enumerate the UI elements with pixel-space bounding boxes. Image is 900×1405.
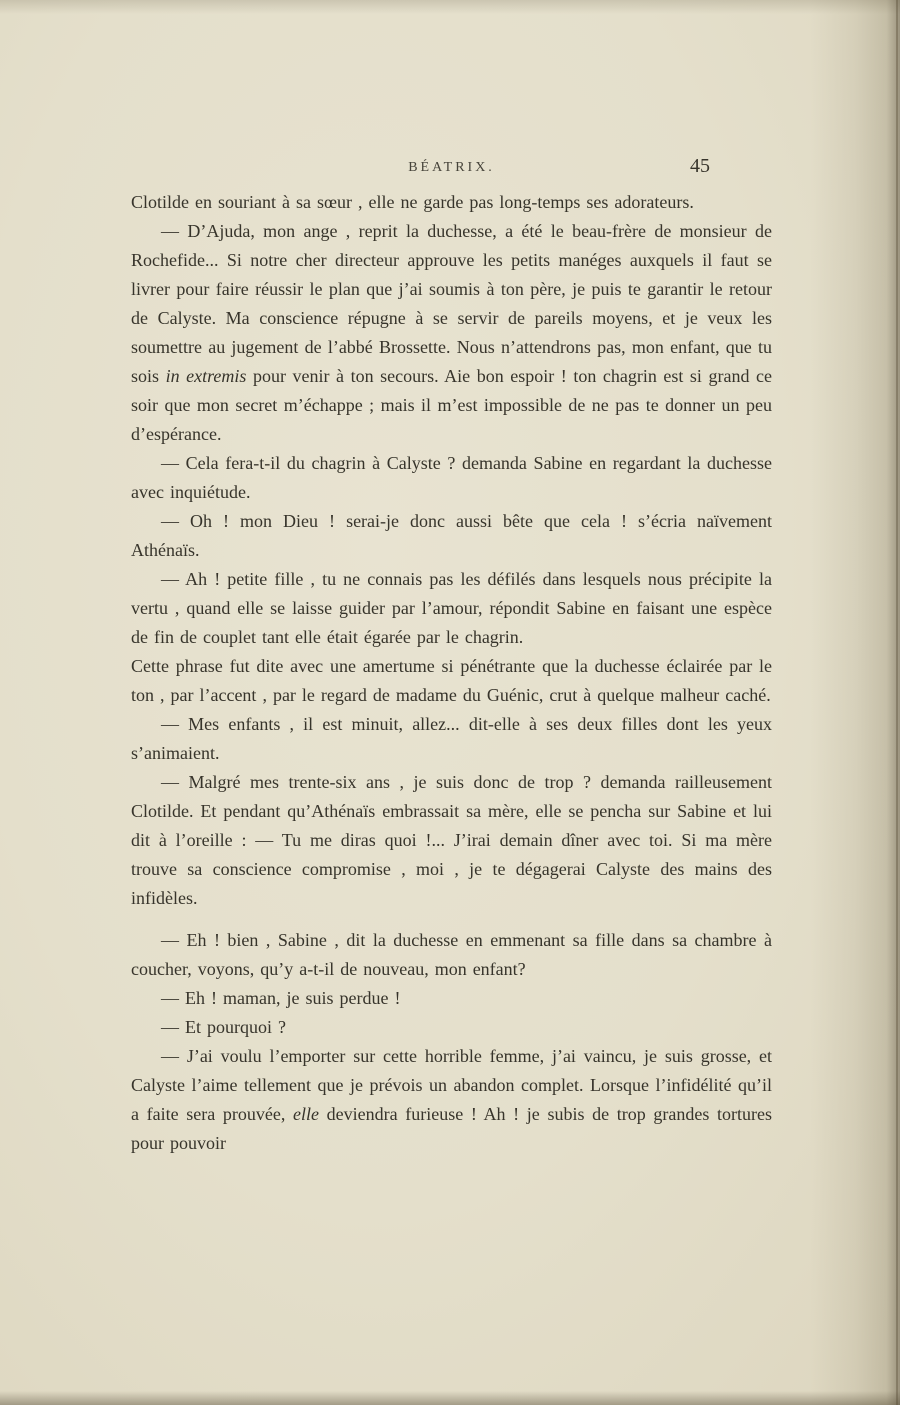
paragraph: — Malgré mes trente-six ans , je suis donc de trop ? demanda railleusement Clotilde. Et pendant qu’Athénaïs embrassait sa mère, elle se pencha sur Sabine et lui dit à l’oreille : — Tu me diras quoi !... J’irai demain dîner avec toi. Si ma mère trouve sa conscience compromise , moi , je te dégagerai Calyste des mains des infidèles.: [131, 772, 772, 908]
paragraph: — Oh ! mon Dieu ! serai-je donc aussi bête que cela ! s’écria naïvement Athénaïs.: [131, 511, 772, 560]
paragraph: — D’Ajuda, mon ange , reprit la duchesse, a été le beau-frère de monsieur de Rochefide... Si notre cher directeur approuve les petits manéges auxquels il faut se livrer pour faire réussir le plan que j’ai soumis à ton père, je puis te garantir le retour de Calyste. Ma conscience répugne à se servir de pareils moyens, et je veux les soumettre au jugement de l’abbé Brossette. Nous n’attendrons pas, mon enfant, que tu sois in extremis pour venir à ton secours. Aie bon espoir ! ton chagrin est si grand ce soir que mon secret m’échappe ; mais il m’est impossible de ne pas te donner un peu d’espérance.: [131, 221, 772, 444]
page-body: [131, 188, 772, 1158]
paragraph: — Eh ! maman, je suis perdue !: [161, 988, 401, 1008]
paragraph: — Ah ! petite fille , tu ne connais pas les défilés dans lesquels nous précipite la vertu , quand elle se laisse guider par l’amour, répondit Sabine en faisant une espèce de fin de couplet tant elle était égarée par le chagrin.: [131, 569, 772, 647]
text-block: [131, 155, 772, 1158]
page-edge-shadow: [896, 0, 898, 1405]
paragraph: — Cela fera-t-il du chagrin à Calyste ? demanda Sabine en regardant la duchesse avec inquiétude.: [131, 453, 772, 502]
paragraph: Cette phrase fut dite avec une amertume si pénétrante que la duchesse éclairée par le ton , par l’accent , par le regard de madame du Guénic, crut à quelque malheur caché.: [131, 656, 772, 705]
page-header: [131, 155, 772, 188]
running-title: BÉATRIX.: [408, 160, 495, 175]
page-number: 45: [690, 155, 710, 177]
paragraph: — Et pourquoi ?: [161, 1017, 286, 1037]
paragraph: — J’ai voulu l’emporter sur cette horrible femme, j’ai vaincu, je suis grosse, et Calyste l’aime tellement que je prévois un abandon complet. Lorsque l’infidélité qu’il a faite sera prouvée, elle deviendra furieuse ! Ah ! je subis de trop grandes tortures pour pouvoir: [131, 1046, 772, 1153]
paragraph: Clotilde en souriant à sa sœur , elle ne garde pas long-temps ses adorateurs.: [131, 192, 694, 212]
paragraph: — Eh ! bien , Sabine , dit la duchesse en emmenant sa fille dans sa chambre à coucher, voyons, qu’y a-t-il de nouveau, mon enfant?: [131, 930, 772, 979]
paragraph: — Mes enfants , il est minuit, allez... dit-elle à ses deux filles dont les yeux s’animaient.: [131, 714, 772, 763]
